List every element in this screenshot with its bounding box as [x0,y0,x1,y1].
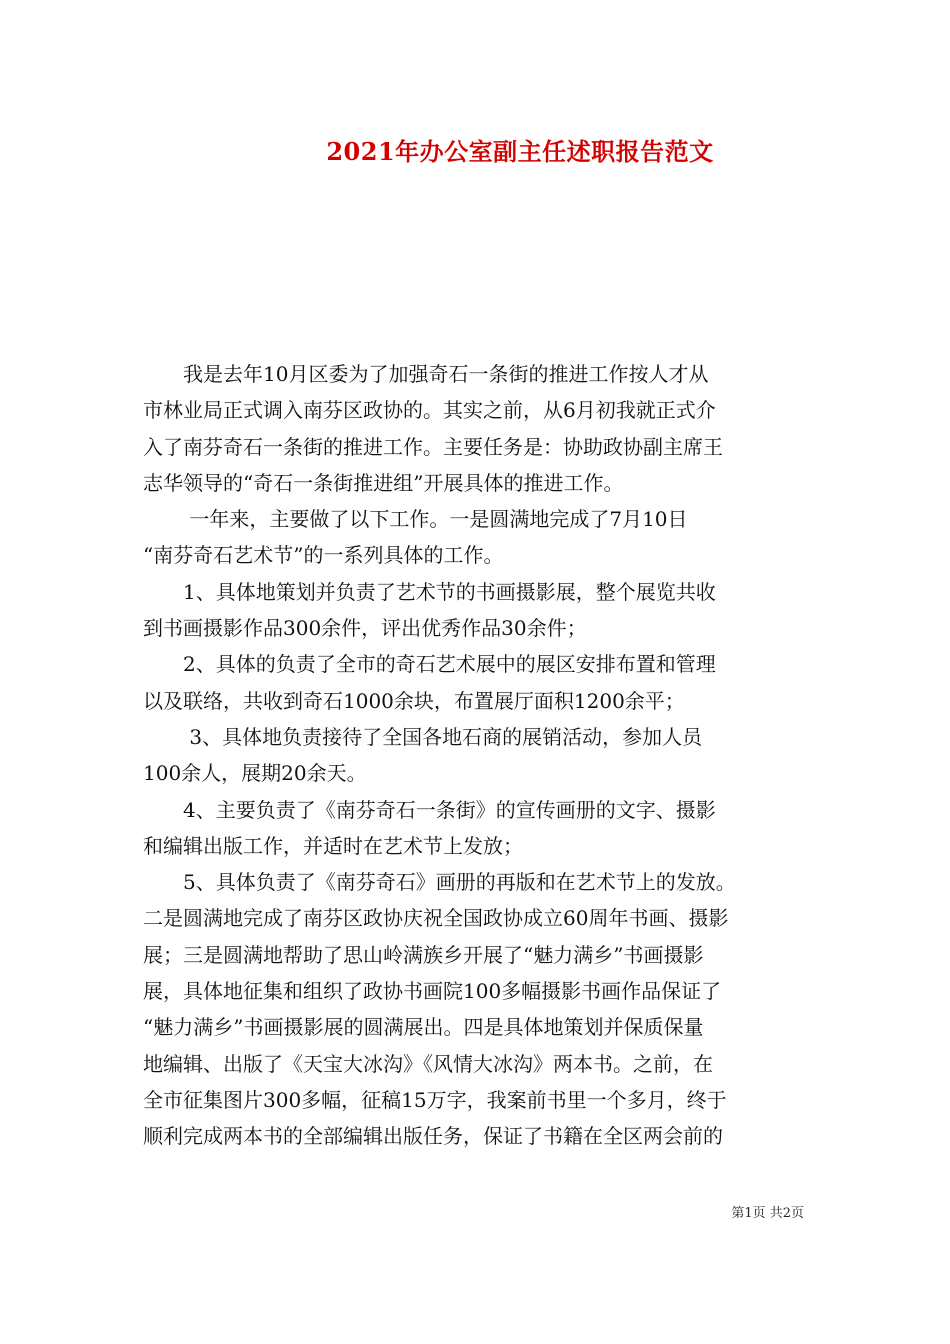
body-line: 一年来，主要做了以下工作。一是圆满地完成了7月10日 [143,507,688,532]
body-line: 3、具体地负责接待了全国各地石商的展销活动，参加人员 [143,724,703,749]
document-body [143,356,811,1155]
body-line: 入了南芬奇石一条街的推进工作。主要任务是：协助政协副主席王 [143,434,723,459]
body-line: 100余人，展期20余天。 [143,761,367,786]
body-line: 地编辑、出版了《天宝大冰沟》《风情大冰沟》两本书。之前，在 [143,1051,713,1076]
body-line: 市林业局正式调入南芬区政协的。其实之前，从6月初我就正式介 [143,398,716,423]
body-line: 和编辑出版工作，并适时在艺术节上发放； [143,833,523,858]
document-title: 2021年办公室副主任述职报告范文 [326,137,714,166]
body-line: 2、具体的负责了全市的奇石艺术展中的展区安排布置和管理 [143,652,716,677]
body-line: 全市征集图片300多幅，征稿15万字，我案前书里一个多月，终于 [143,1087,727,1112]
body-line: 展；三是圆满地帮助了思山岭满族乡开展了“魅力满乡”书画摄影 [143,942,704,967]
page-number: 第1页 共2页 [731,1206,804,1221]
body-line: 以及联络，共收到奇石1000余块，布置展厅面积1200余平； [143,688,685,713]
body-line: 5、具体负责了《南芬奇石》画册的再版和在艺术节上的发放。 [143,870,736,895]
body-line: 到书画摄影作品300余件，评出优秀作品30余件； [143,616,587,641]
body-line: 顺利完成两本书的全部编辑出版任务，保证了书籍在全区两会前的 [143,1124,723,1149]
body-line: 二是圆满地完成了南芬区政协庆祝全国政协成立60周年书画、摄影 [143,906,729,931]
body-line: 4、主要负责了《南芬奇石一条街》的宣传画册的文字、摄影 [143,797,716,822]
body-line: 我是去年10月区委为了加强奇石一条街的推进工作按人才从 [143,362,709,386]
body-line: “南芬奇石艺术节”的一系列具体的工作。 [143,543,504,568]
body-line: “魅力满乡”书画摄影展的圆满展出。四是具体地策划并保质保量 [143,1015,704,1040]
page-footer [731,1202,804,1221]
body-line: 1、具体地策划并负责了艺术节的书画摄影展，整个展览共收 [143,579,716,604]
body-line: 展，具体地征集和组织了政协书画院100多幅摄影书画作品保证了 [143,979,722,1004]
body-line: 志华领导的“奇石一条街推进组”开展具体的推进工作。 [143,470,624,495]
